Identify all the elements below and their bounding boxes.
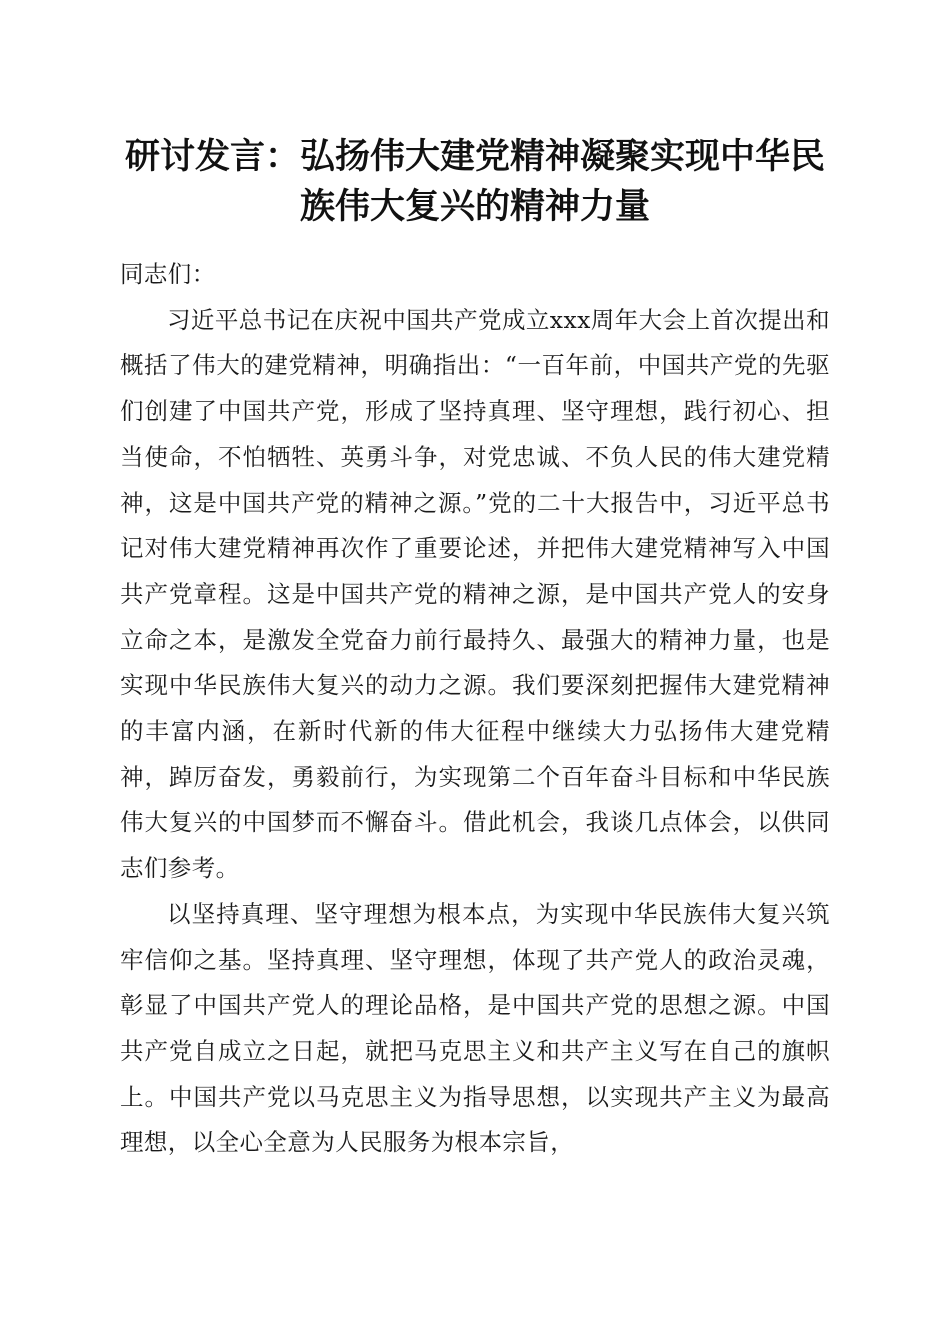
document-title — [120, 132, 830, 232]
salutation: 同志们： — [120, 260, 216, 288]
title-line-1: 研讨发言：弘扬伟大建党精神凝聚实现中华民 — [124, 136, 825, 177]
paragraph-2: 以坚持真理、坚守理想为根本点，为实现中华民族伟大复兴筑牢信仰之基。坚持真理、坚守理想，体现了共产党人的政治灵魂，彰显了中国共产党人的理论品格，是中国共产党的思想之源。中国共产党自成立之日起，就把马克思主义和共产主义写在自己的旗帜上。中国共产党以马克思主义为指导思想，以实现共产主义为最高理想，以全心全意为人民服务为根本宗旨， — [120, 899, 830, 1157]
document-body — [120, 252, 830, 1166]
paragraph-1: 习近平总书记在庆祝中国共产党成立xxx周年大会上首次提出和概括了伟大的建党精神，明确指出：“一百年前，中国共产党的先驱们创建了中国共产党，形成了坚持真理、坚守理想，践行初心、担当使命，不怕牺牲、英勇斗争，对党忠诚、不负人民的伟大建党精神，这是中国共产党的精神之源。”党的二十大报告中，习近平总书记对伟大建党精神再次作了重要论述，并把伟大建党精神写入中国共产党章程。这是中国共产党的精神之源，是中国共产党人的安身立命之本，是激发全党奋力前行最持久、最强大的精神力量，也是实现中华民族伟大复兴的动力之源。我们要深刻把握伟大建党精神的丰富内涵，在新时代新的伟大征程中继续大力弘扬伟大建党精神，踔厉奋发，勇毅前行，为实现第二个百年奋斗目标和中华民族伟大复兴的中国梦而不懈奋斗。借此机会，我谈几点体会，以供同志们参考。 — [120, 305, 830, 883]
title-line-2: 族伟大复兴的精神力量 — [299, 186, 650, 227]
